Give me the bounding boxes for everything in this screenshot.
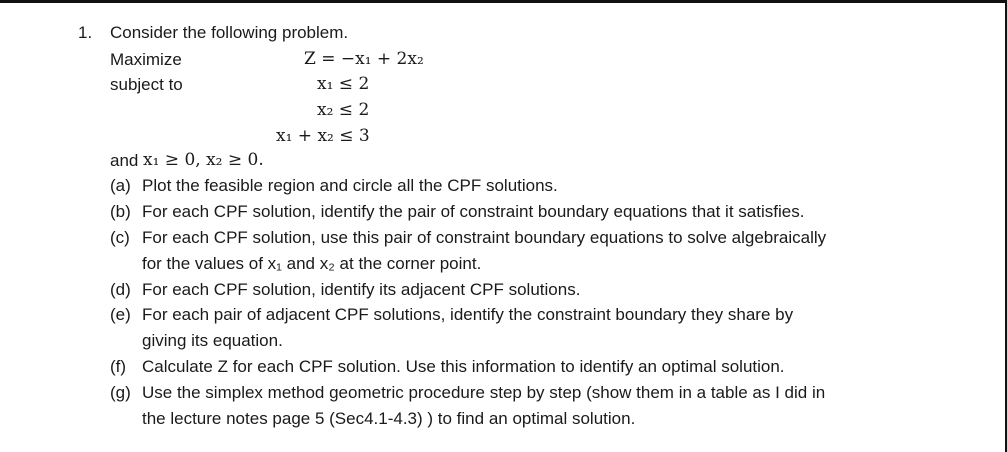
part-g-label: (g) (110, 383, 131, 402)
part-a-label: (a) (110, 176, 131, 195)
part-g-text-line1: Use the simplex method geometric procedure step by step (show them in a table as I did in (142, 383, 826, 402)
subject-to-label: subject to (110, 75, 183, 94)
part-b-text: For each CPF solution, identify the pair of constraint boundary equations that it satisfies. (142, 202, 805, 221)
part-a-text: Plot the feasible region and circle all the CPF solutions. (142, 176, 558, 195)
constraint-1: x₁ ≤ 2 (317, 74, 370, 94)
part-g-text-line2: the lecture notes page 5 (Sec4.1-4.3) ) to find an optimal solution. (142, 409, 636, 428)
problem-number: 1. (78, 23, 93, 42)
part-f-label: (f) (110, 357, 127, 376)
part-c-text-line2: for the values of x₁ and x₂ at the corner point. (142, 254, 482, 273)
part-c-text-line1: For each CPF solution, use this pair of constraint boundary equations to solve algebraically (142, 228, 827, 247)
part-c-label: (c) (110, 228, 130, 247)
part-d-label: (d) (110, 280, 131, 299)
constraint-3: x₁ + x₂ ≤ 3 (276, 126, 370, 146)
part-e-text-line1: For each pair of adjacent CPF solutions, identify the constraint boundary they share by (142, 305, 794, 324)
part-e-text-line2: giving its equation. (142, 331, 283, 350)
part-e-label: (e) (110, 305, 131, 324)
nonnegativity-constraints: x₁ ≥ 0, x₂ ≥ 0. (143, 150, 264, 170)
part-f-text: Calculate Z for each CPF solution. Use this information to identify an optimal solution. (142, 357, 785, 376)
objective-function: Z = −x₁ + 2x₂ (304, 49, 424, 69)
part-b-label: (b) (110, 202, 131, 221)
top-border (0, 0, 1007, 3)
nonnegativity-prefix: and (110, 151, 139, 170)
part-d-text: For each CPF solution, identify its adjacent CPF solutions. (142, 280, 581, 299)
constraint-2: x₂ ≤ 2 (317, 100, 370, 120)
maximize-label: Maximize (110, 50, 182, 69)
problem-intro: Consider the following problem. (110, 23, 349, 42)
